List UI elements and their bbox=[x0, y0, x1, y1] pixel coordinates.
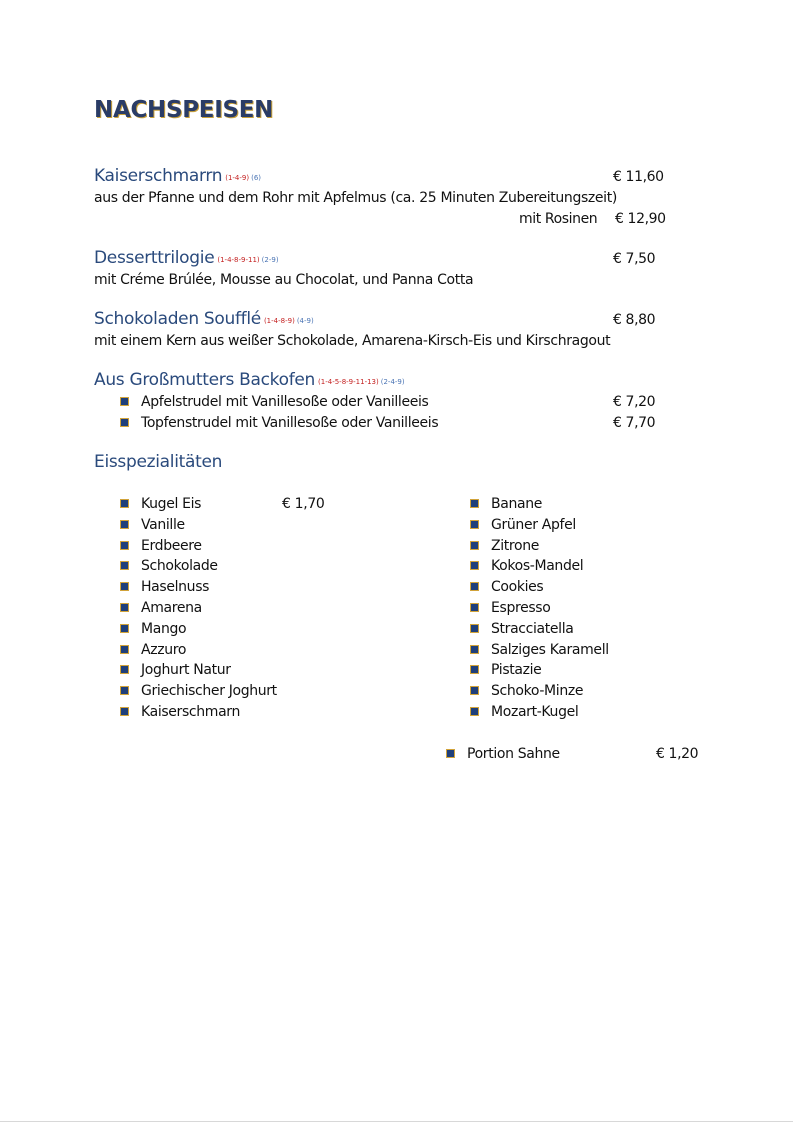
additive-codes: (4-9) bbox=[296, 317, 314, 325]
square-bullet-icon bbox=[470, 686, 479, 695]
dish-title-souffle bbox=[94, 309, 314, 329]
list-item bbox=[120, 579, 420, 600]
additive-codes: (6) bbox=[251, 174, 262, 182]
flavor-name: Joghurt Natur bbox=[141, 662, 231, 679]
dish-description: aus der Pfanne und dem Rohr mit Apfelmus (ca. 25 Minuten Zubereitungszeit) bbox=[94, 190, 617, 206]
item-name: Topfenstrudel mit Vanillesoße oder Vanilleeis bbox=[141, 415, 439, 431]
page-bottom-rule bbox=[0, 1121, 793, 1122]
flavor-name: Erdbeere bbox=[141, 537, 202, 554]
list-item bbox=[120, 621, 420, 642]
flavor-name: Grüner Apfel bbox=[491, 516, 576, 533]
square-bullet-icon bbox=[470, 665, 479, 674]
dish-name: Desserttrilogie bbox=[94, 248, 215, 268]
list-item bbox=[470, 642, 730, 663]
list-item bbox=[120, 538, 420, 559]
square-bullet-icon bbox=[120, 520, 129, 529]
list-item bbox=[470, 558, 730, 579]
flavor-name: Pistazie bbox=[491, 662, 542, 679]
square-bullet-icon bbox=[470, 624, 479, 633]
list-item bbox=[470, 496, 730, 517]
list-item bbox=[470, 704, 730, 725]
square-bullet-icon bbox=[470, 561, 479, 570]
square-bullet-icon bbox=[120, 686, 129, 695]
flavor-name: Mozart-Kugel bbox=[491, 703, 579, 720]
page-title: NACHSPEISEN bbox=[94, 97, 274, 123]
dish-name: Aus Großmutters Backofen bbox=[94, 370, 316, 390]
dish-price: € 11,60 bbox=[613, 169, 664, 185]
square-bullet-icon bbox=[470, 582, 479, 591]
section-title-eis: Eisspezialitäten bbox=[94, 452, 223, 472]
square-bullet-icon bbox=[470, 707, 479, 716]
kugel-price: € 1,70 bbox=[282, 496, 325, 512]
list-item bbox=[120, 517, 420, 538]
list-item bbox=[120, 704, 420, 725]
allergen-codes: (1-4-8-9-11) bbox=[217, 256, 260, 264]
list-item bbox=[120, 496, 420, 517]
item-name: Apfelstrudel mit Vanillesoße oder Vanilleeis bbox=[141, 394, 429, 410]
flavor-name: Schokolade bbox=[141, 558, 218, 575]
dish-price: € 8,80 bbox=[613, 312, 656, 328]
square-bullet-icon bbox=[120, 707, 129, 716]
flavor-name: Cookies bbox=[491, 579, 544, 596]
flavor-name: Griechischer Joghurt bbox=[141, 683, 277, 700]
square-bullet-icon bbox=[470, 603, 479, 612]
square-bullet-icon bbox=[120, 418, 129, 427]
variant-label: mit Rosinen bbox=[519, 211, 598, 227]
flavor-name: Schoko-Minze bbox=[491, 683, 584, 700]
dish-description: mit einem Kern aus weißer Schokolade, Amarena-Kirsch-Eis und Kirschragout bbox=[94, 333, 611, 349]
list-item bbox=[470, 662, 730, 683]
flavor-name: Kaiserschmarn bbox=[141, 703, 240, 720]
square-bullet-icon bbox=[120, 582, 129, 591]
list-item bbox=[470, 683, 730, 704]
square-bullet-icon bbox=[120, 603, 129, 612]
allergen-codes: (1-4-9) bbox=[225, 174, 250, 182]
dish-title-backofen bbox=[94, 370, 405, 390]
flavor-name: Haselnuss bbox=[141, 579, 210, 596]
item-price: € 7,20 bbox=[613, 394, 656, 410]
allergen-codes: (1-4-8-9) bbox=[263, 317, 295, 325]
item-name: Portion Sahne bbox=[467, 746, 560, 762]
flavor-name: Stracciatella bbox=[491, 620, 574, 637]
allergen-codes: (1-4-5-8-9-11-13) bbox=[318, 378, 379, 386]
dish-title-desserttrilogie bbox=[94, 248, 279, 268]
square-bullet-icon bbox=[470, 499, 479, 508]
flavor-name: Azzuro bbox=[141, 641, 187, 658]
list-item bbox=[120, 642, 420, 663]
list-item bbox=[470, 579, 730, 600]
flavor-name: Banane bbox=[491, 496, 543, 512]
dish-title-kaiserschmarrn bbox=[94, 166, 261, 186]
item-price: € 7,70 bbox=[613, 415, 656, 431]
ice-list-left bbox=[120, 496, 420, 725]
list-item bbox=[120, 662, 420, 683]
ice-list-right bbox=[470, 496, 730, 725]
flavor-name: Kokos-Mandel bbox=[491, 558, 584, 575]
additive-codes: (2-4-9) bbox=[380, 378, 405, 386]
list-item bbox=[120, 415, 438, 431]
square-bullet-icon bbox=[120, 665, 129, 674]
dish-price: € 7,50 bbox=[613, 251, 656, 267]
square-bullet-icon bbox=[120, 645, 129, 654]
flavor-name: Kugel Eis bbox=[141, 496, 202, 512]
square-bullet-icon bbox=[470, 520, 479, 529]
list-item bbox=[120, 558, 420, 579]
sahne-price: € 1,20 bbox=[656, 746, 699, 762]
variant-price: € 12,90 bbox=[615, 211, 666, 227]
square-bullet-icon bbox=[120, 397, 129, 406]
list-item bbox=[470, 517, 730, 538]
list-item bbox=[470, 538, 730, 559]
additive-codes: (2-9) bbox=[261, 256, 279, 264]
square-bullet-icon bbox=[120, 541, 129, 550]
list-item bbox=[470, 600, 730, 621]
square-bullet-icon bbox=[470, 645, 479, 654]
sahne-item bbox=[446, 746, 560, 762]
square-bullet-icon bbox=[446, 749, 455, 758]
dish-name: Schokoladen Soufflé bbox=[94, 309, 261, 329]
square-bullet-icon bbox=[470, 541, 479, 550]
dish-name: Kaiserschmarrn bbox=[94, 166, 223, 186]
square-bullet-icon bbox=[120, 499, 129, 508]
flavor-name: Mango bbox=[141, 620, 187, 637]
flavor-name: Amarena bbox=[141, 599, 202, 616]
flavor-name: Zitrone bbox=[491, 537, 540, 554]
list-item bbox=[120, 683, 420, 704]
square-bullet-icon bbox=[120, 561, 129, 570]
dish-description: mit Créme Brúlée, Mousse au Chocolat, und Panna Cotta bbox=[94, 272, 474, 288]
list-item bbox=[120, 394, 428, 410]
square-bullet-icon bbox=[120, 624, 129, 633]
flavor-name: Salziges Karamell bbox=[491, 641, 609, 658]
list-item bbox=[120, 600, 420, 621]
flavor-name: Espresso bbox=[491, 599, 551, 616]
list-item bbox=[470, 621, 730, 642]
flavor-name: Vanille bbox=[141, 516, 185, 533]
